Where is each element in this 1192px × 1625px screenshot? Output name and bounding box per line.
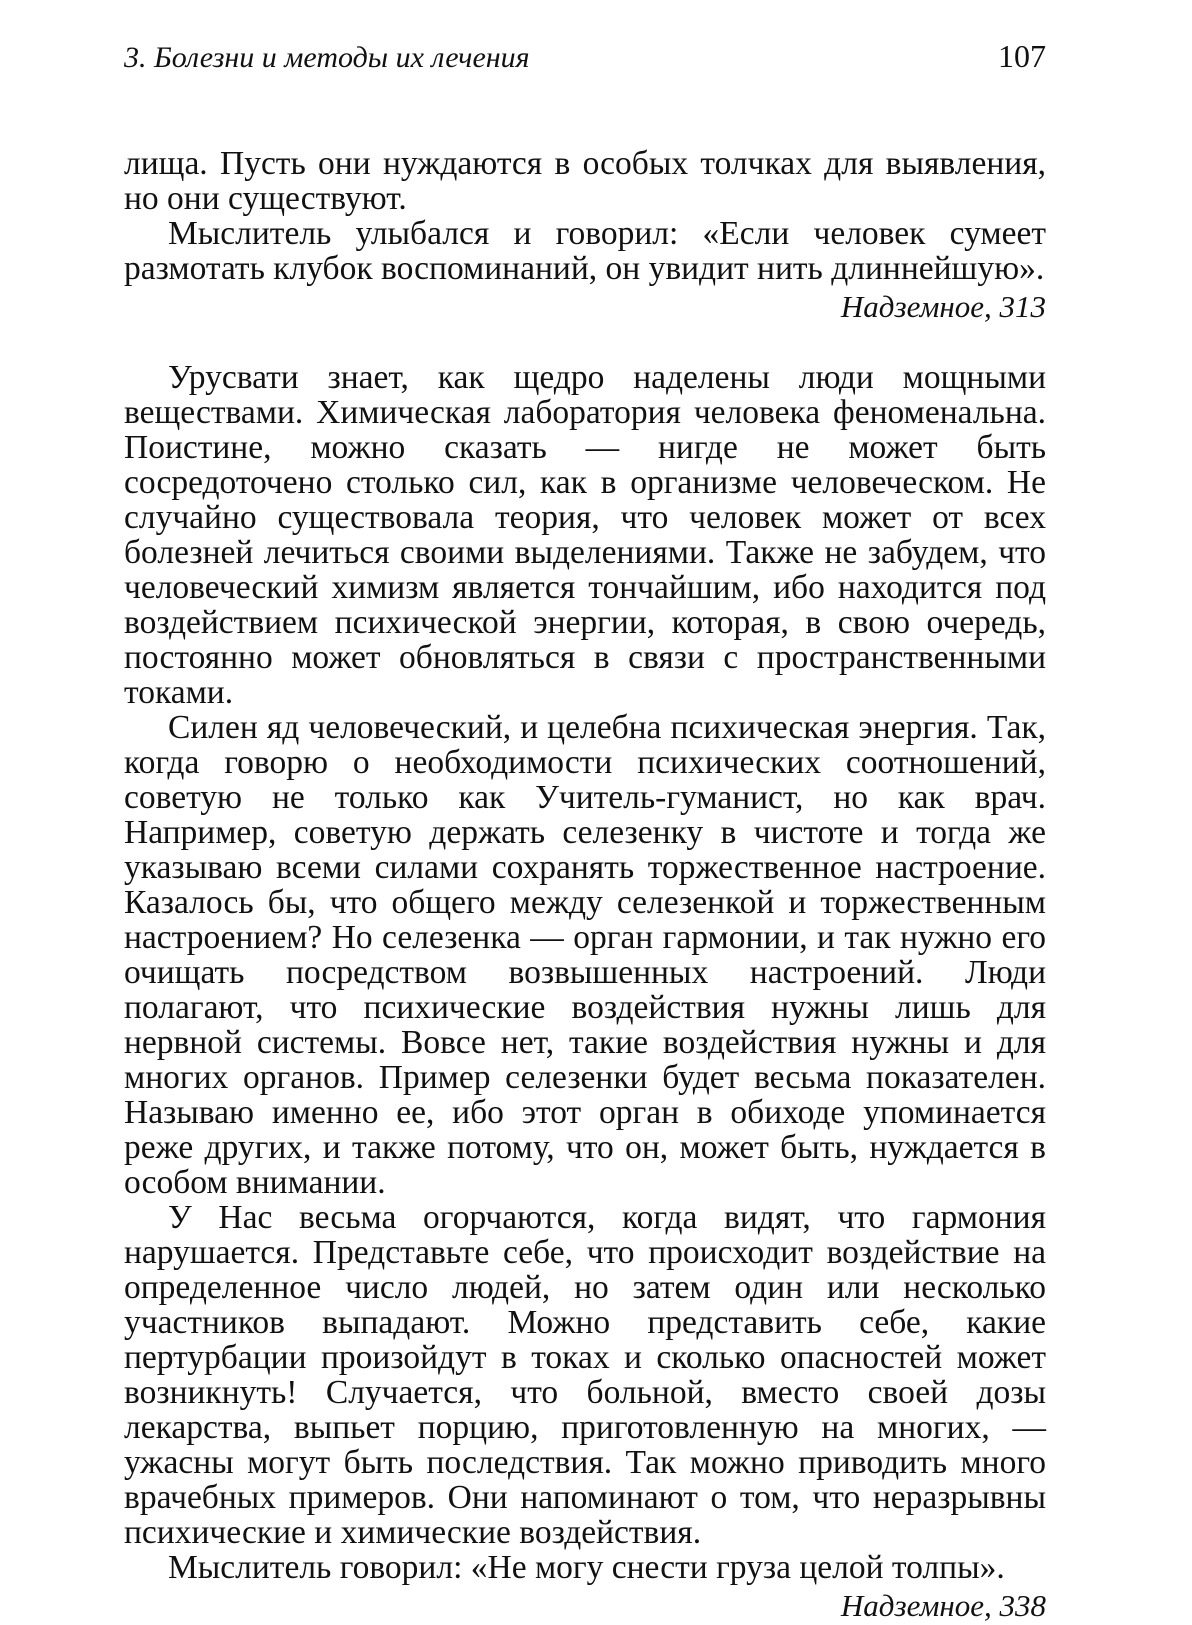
source-citation: Надземное, 313: [840, 289, 1046, 324]
paragraph-continued: лища. Пусть они нуждаются в особых толчках для выявления, но они существуют.: [124, 145, 1046, 217]
paragraph: Мыслитель улыбался и говорил: «Если человек сумеет размотать клубок воспоминаний, он увидит нить длиннейшую».: [124, 215, 1046, 287]
running-head: [124, 38, 1046, 94]
page-number: 107: [998, 38, 1046, 74]
book-page: [124, 38, 1046, 1625]
running-title: 3. Болезни и методы их лечения: [124, 41, 530, 74]
body-text: [124, 146, 1046, 1625]
paragraph: Урусвати знает, как щедро наделены люди мощными веществами. Химическая лаборатория человека феноменальна. Поистине, можно сказать — нигде не может быть сосредоточено столько сил, как в организме человеческом. Не случайно существовала теория, что человек может от всех болезней лечиться своими выделениями. Также не забудем, что человеческий химизм является тончайшим, ибо находится под воздействием психической энергии, которая, в свою очередь, постоянно может обновляться в связи с пространственными токами.: [124, 359, 1046, 711]
paragraph: Силен яд человеческий, и целебна психическая энергия. Так, когда говорю о необходимости психических соотношений, советую не только как Учитель-гуманист, но как врач. Например, советую держать селезенку в чистоте и тогда же указываю всеми силами сохранять торжественное настроение. Казалось бы, что общего между селезенкой и торжественным настроением? Но селезенка — орган гармонии, и так нужно его очищать посредством возвышенных настроений. Люди полагают, что психические воздействия нужны лишь для нервной системы. Вовсе нет, такие воздействия нужны и для многих органов. Пример селезенки будет весьма показателен. Называю именно ее, ибо этот орган в обиходе упоминается реже других, и также потому, что он, может быть, нуждается в особом внимании.: [124, 709, 1046, 1201]
source-citation: Надземное, 338: [840, 1588, 1046, 1623]
paragraph: Мыслитель говорил: «Не могу снести груза целой толпы».: [168, 1549, 1005, 1586]
block-separator: [124, 326, 1046, 360]
paragraph: У Нас весьма огорчаются, когда видят, что гармония нарушается. Представьте себе, что происходит воздействие на определенное число людей, но затем один или несколько участников выпадают. Можно представить себе, какие пертурбации произойдут в токах и сколько опасностей может возникнуть! Случается, что больной, вместо своей дозы лекарства, выпьет порцию, приготовленную на многих, — ужасны могут быть последствия. Так можно приводить много врачебных примеров. Они напоминают о том, что неразрывны психические и химические воздействия.: [124, 1199, 1046, 1551]
